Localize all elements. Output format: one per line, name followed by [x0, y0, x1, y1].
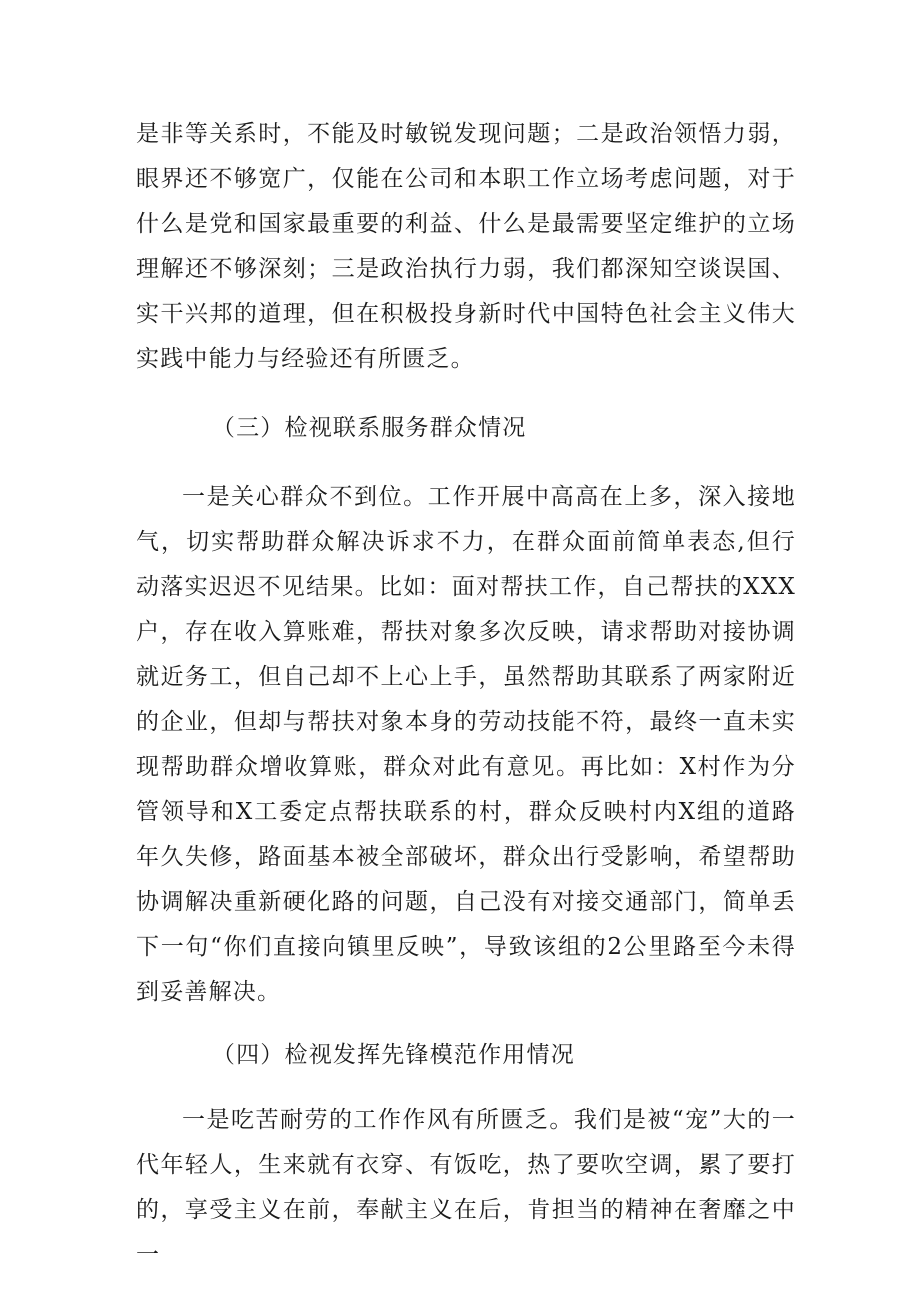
- paragraph-serving-masses: 一是关心群众不到位。工作开展中高高在上多，深入接地气，切实帮助群众解决诉求不力，在群众面前简单表态,但行动落实迟迟不见结果。比如：面对帮扶工作，自己帮扶的XXX户，存在收入算账难，帮扶对象多次反映，请求帮助对接协调就近务工，但自己却不上心上手，虽然帮助其联系了两家附近的企业，但却与帮扶对象本身的劳动技能不符，最终一直未实现帮助群众增收算账，群众对此有意见。再比如：X村作为分管领导和X工委定点帮扶联系的村，群众反映村内X组的道路年久失修，路面基本被全部破坏，群众出行受影响，希望帮助协调解决重新硬化路的问题，自己没有对接交通部门，简单丢下一句“你们直接向镇里反映”，导致该组的2公里路至今未得到妥善解决。: [136, 484, 796, 1005]
- paragraph-pioneer-role: 一是吃苦耐劳的工作作风有所匮乏。我们是被“宠”大的一代年轻人，生来就有衣穿、有饭吃，热了要吹空调，累了要打的，享受主义在前，奉献主义在后，肯担当的精神在奢靡之中一: [136, 1107, 796, 1268]
- section-heading-3: （三）检视联系服务群众情况: [211, 415, 527, 441]
- section-heading-4: （四）检视发挥先锋模范作用情况: [211, 1042, 575, 1068]
- paragraph-political-weakness: 是非等关系时，不能及时敏锐发现问题；二是政治领悟力弱，眼界还不够宽广，仅能在公司和本职工作立场考虑问题，对于什么是党和国家最重要的利益、什么是最需要坚定维护的立场理解还不够深刻；三是政治执行力弱，我们都深知空谈误国、实干兴邦的道理，但在积极投身新时代中国特色社会主义伟大实践中能力与经验还有所匮乏。: [136, 121, 796, 372]
- document-body: [136, 112, 796, 1278]
